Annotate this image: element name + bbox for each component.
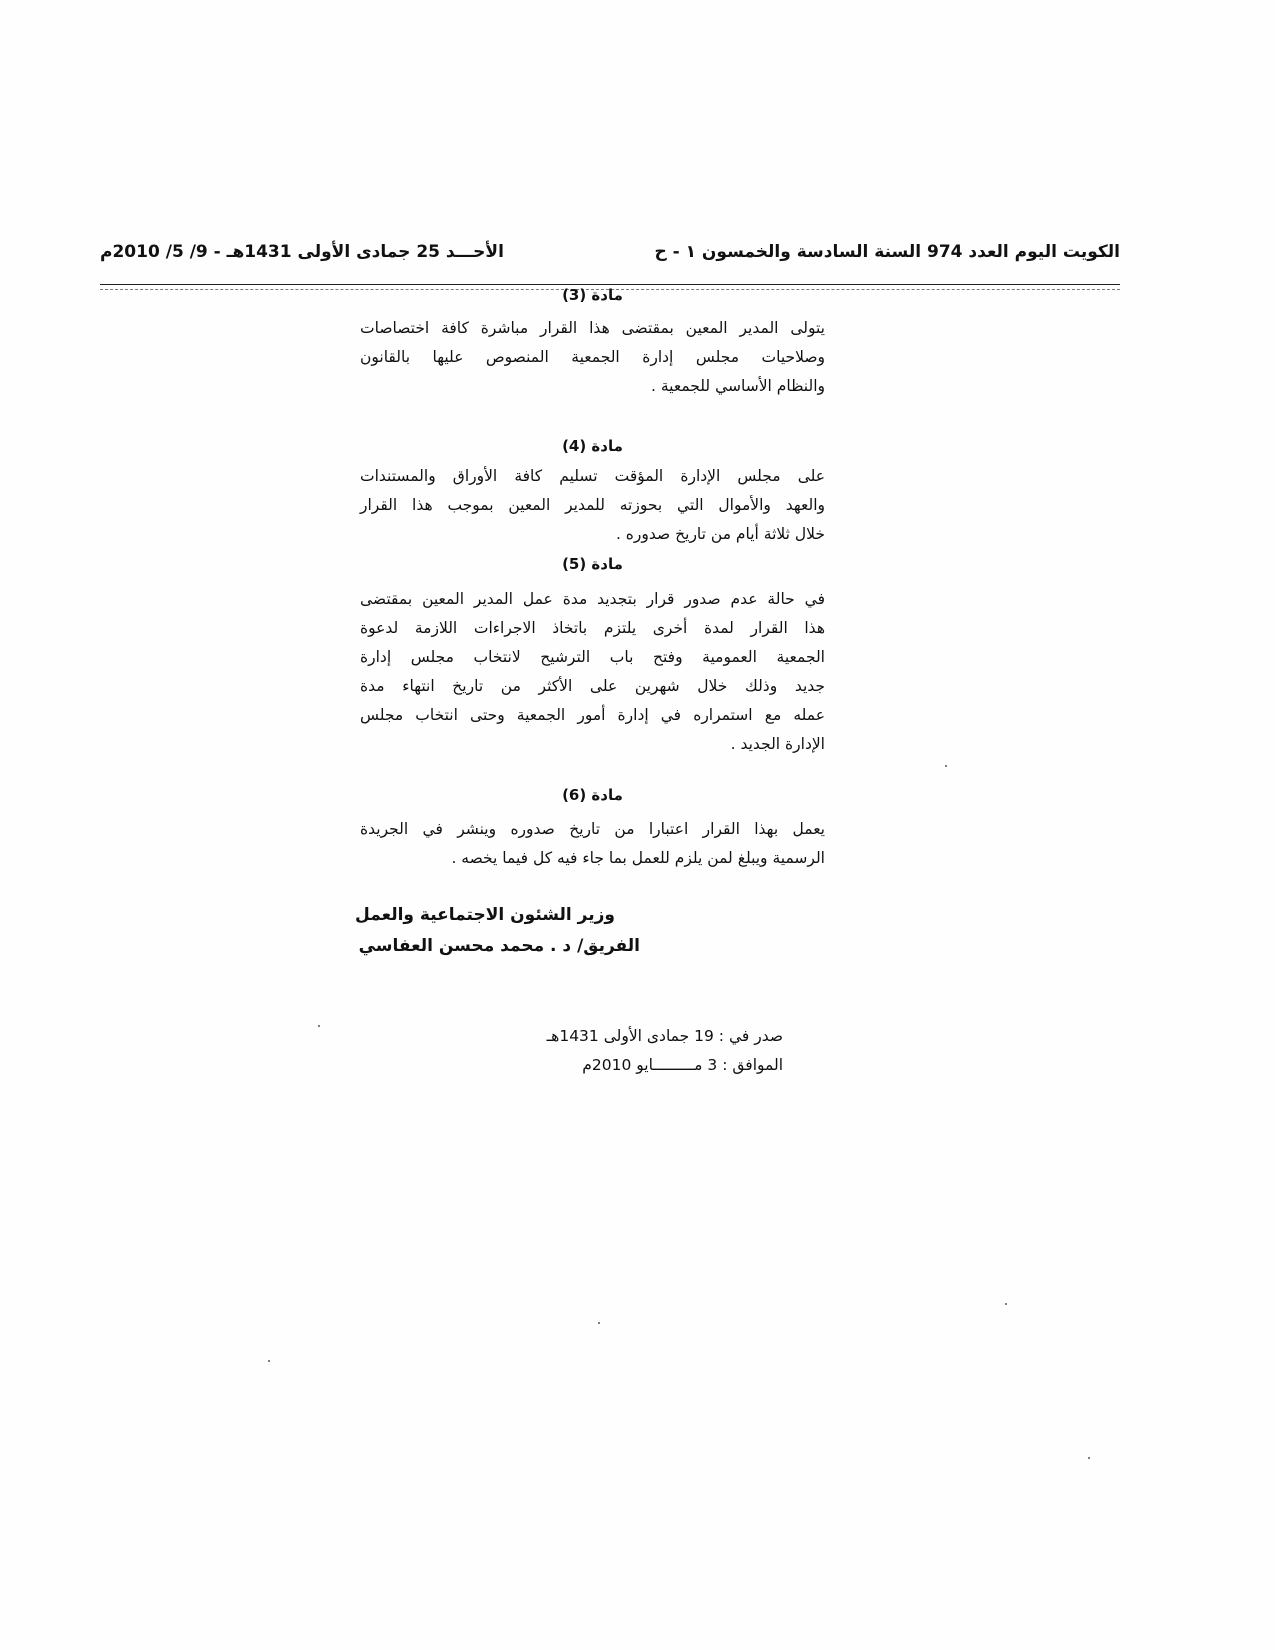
gazette-header [100, 242, 1120, 272]
scan-speck [598, 1322, 600, 1324]
scan-speck [945, 765, 947, 767]
article-5-body [360, 585, 825, 759]
article-4-line: على مجلس الإدارة المؤقت تسليم كافة الأوراق والمستندات [360, 467, 825, 485]
header-issue-info: الكويت اليوم العدد 974 السنة السادسة والخمسون ١ - ح [654, 242, 1120, 262]
article-3-line: وصلاحيات مجلس إدارة الجمعية المنصوص عليها بالقانون [360, 348, 825, 366]
signatory-name: الفريق/ د . محمد محسن العفاسي [358, 936, 640, 956]
scan-speck [318, 1025, 320, 1027]
article-5-title: مادة (5) [562, 555, 623, 573]
article-6-line: الرسمية ويبلغ لمن يلزم للعمل بما جاء فيه كل فيما يخصه . [451, 849, 825, 867]
article-6-body [360, 815, 825, 873]
scan-speck [1005, 1303, 1007, 1305]
article-4-line: والعهد والأموال التي بحوزته للمدير المعين بموجب هذا القرار [360, 496, 825, 514]
article-5-line: الإدارة الجديد . [730, 735, 825, 753]
header-rule [100, 284, 1120, 285]
scan-speck [268, 1360, 270, 1362]
article-6-line: يعمل بهذا القرار اعتبارا من تاريخ صدوره وينشر في الجريدة [360, 820, 825, 838]
article-5-line: جديد وذلك خلال شهرين على الأكثر من تاريخ انتهاء مدة [360, 677, 825, 695]
article-5-line: هذا القرار لمدة أخرى يلتزم باتخاذ الاجراءات اللازمة لدعوة [360, 619, 825, 637]
article-4-title: مادة (4) [562, 437, 623, 455]
article-4-line: خلال ثلاثة أيام من تاريخ صدوره . [615, 525, 825, 543]
article-5-line: عمله مع استمراره في إدارة أمور الجمعية وحتى انتخاب مجلس [360, 706, 825, 724]
article-5-line: الجمعية العمومية وفتح باب الترشيح لانتخاب مجلس إدارة [360, 648, 825, 666]
article-3-title: مادة (3) [562, 286, 623, 304]
article-4-body [360, 462, 825, 549]
issued-date-hijri: صدر في : 19 جمادى الأولى 1431هـ [546, 1027, 783, 1045]
issued-date-gregorian: الموافق : 3 مـــــــــايو 2010م [582, 1056, 783, 1074]
header-date: الأحـــد 25 جمادى الأولى 1431هـ - 9/ 5/ 2010م [100, 242, 504, 262]
article-3-line: والنظام الأساسي للجمعية . [651, 377, 825, 395]
article-6-title: مادة (6) [562, 786, 623, 804]
scan-speck [1088, 1457, 1090, 1459]
article-5-line: في حالة عدم صدور قرار بتجديد مدة عمل المدير المعين بمقتضى [360, 590, 825, 608]
article-3-body [360, 314, 825, 401]
signatory-title: وزير الشئون الاجتماعية والعمل [355, 905, 615, 925]
article-3-line: يتولى المدير المعين بمقتضى هذا القرار مباشرة كافة اختصاصات [360, 319, 825, 337]
